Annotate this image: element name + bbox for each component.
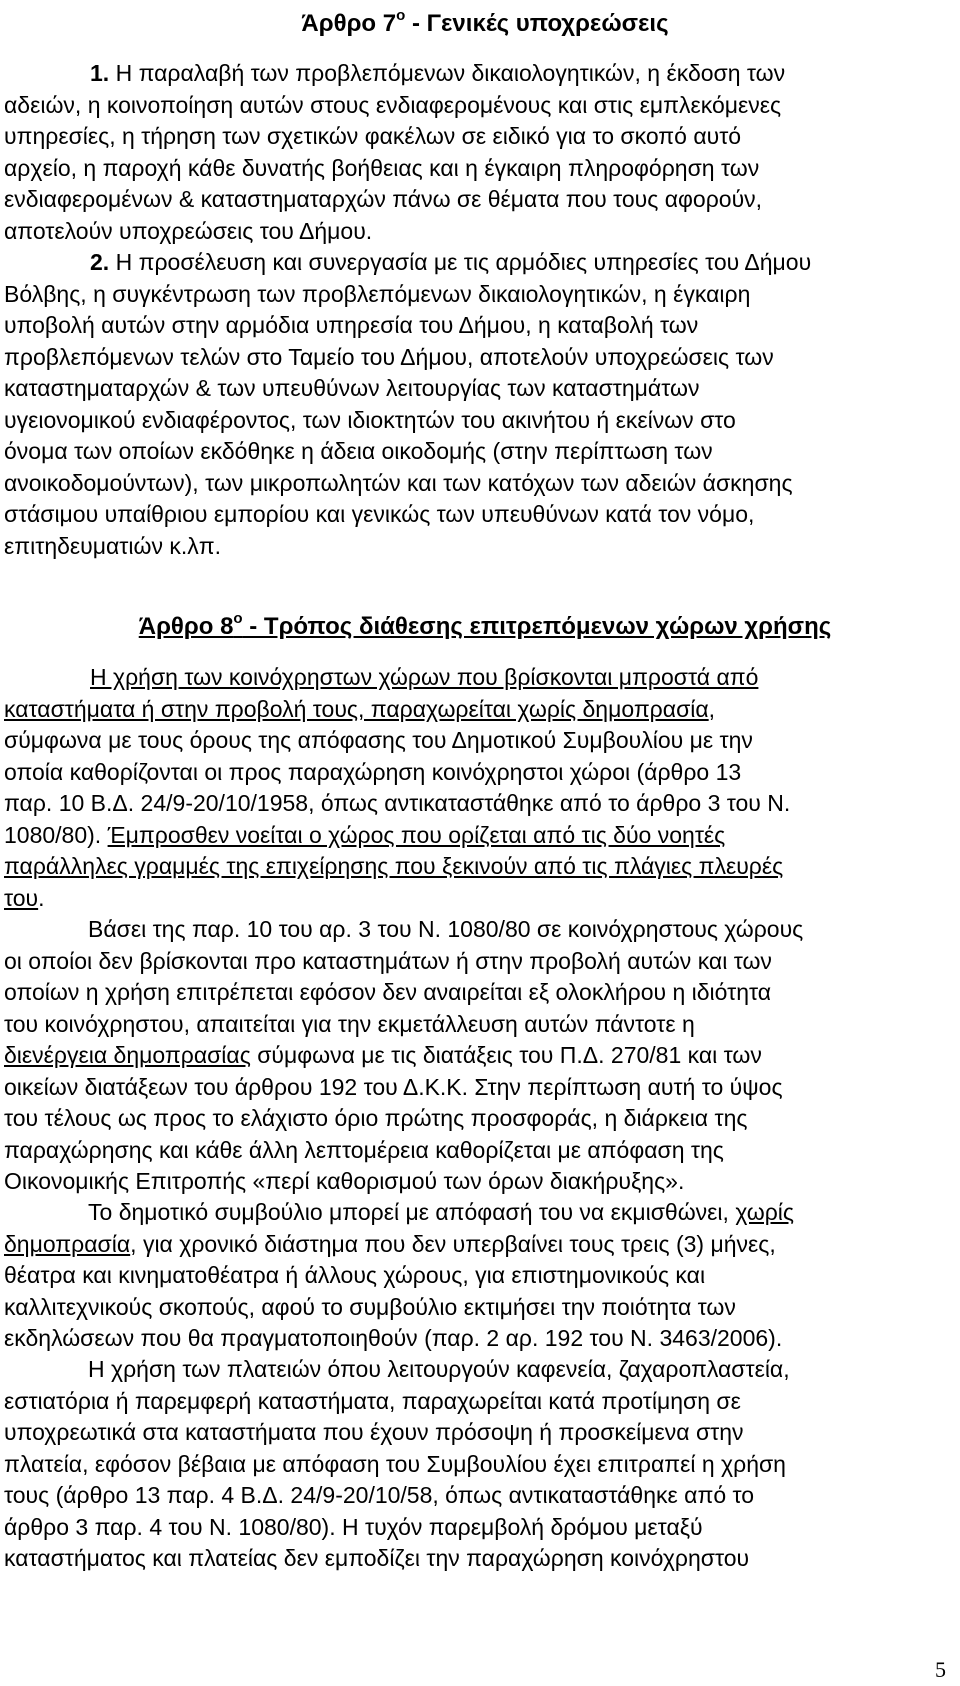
paragraph-line: πλατεία, εφόσον βέβαια με απόφαση του Συμβουλίου έχει επιτραπεί η χρήση bbox=[4, 1450, 786, 1477]
article-8-paragraph-3 bbox=[4, 1197, 904, 1355]
paragraph-line: υποβολή αυτών στην αρμόδια υπηρεσία του Δήμου, η καταβολή των bbox=[4, 312, 699, 338]
paragraph-line bbox=[4, 851, 904, 883]
line-text: , για χρονικό διάστημα που δεν υπερβαίνει τους τρεις (3) μήνες, bbox=[130, 1230, 776, 1257]
underlined-text: Έμπροσθεν νοείται ο χώρος που ορίζεται από τις δύο νοητές bbox=[107, 821, 726, 848]
paragraph-line: εστιατόρια ή παρεμφερή καταστήματα, παραχωρείται κατά προτίμηση σε bbox=[4, 1387, 741, 1414]
paragraph-line: θέατρα και κινηματοθέατρα ή άλλους χώρους, για επιστημονικούς και bbox=[4, 1262, 706, 1288]
article-8-paragraph-2 bbox=[4, 914, 904, 1198]
line-text: , bbox=[708, 695, 716, 722]
paragraph-line: οικείων διατάξεων του άρθρου 192 του Δ.Κ.Κ. Στην περίπτωση αυτή το ύψος bbox=[4, 1073, 783, 1100]
paragraph-line: τους (άρθρο 13 παρ. 4 Β.Δ. 24/9-20/10/58, όπως αντικαταστάθηκε από το bbox=[4, 1482, 755, 1508]
paragraph-line: ενδιαφερομένων & καταστηματαρχών πάνω σε θέματα που τους αφορούν, bbox=[4, 186, 763, 212]
paragraph-line: άρθρο 3 παρ. 4 του Ν. 1080/80). Η τυχόν παρεμβολή δρόμου μεταξύ bbox=[4, 1513, 703, 1540]
paragraph-line bbox=[4, 1229, 904, 1261]
line-text: Η προσέλευση και συνεργασία με τις αρμόδιες υπηρεσίες του Δήμου bbox=[109, 249, 812, 275]
paragraph-line: Βάσει της παρ. 10 του αρ. 3 του Ν. 1080/80 σε κοινόχρηστους χώρους bbox=[88, 916, 804, 942]
underlined-text: παράλληλες γραμμές της επιχείρησης που ξεκινούν από τις πλάγιες πλευρές bbox=[4, 853, 784, 879]
article-8-paragraph-1 bbox=[4, 662, 904, 914]
paragraph-line: οποία καθορίζονται οι προς παραχώρηση κοινόχρηστοι χώροι (άρθρο 13 bbox=[4, 758, 742, 785]
article-7-heading-subtitle: - Γενικές υποχρεώσεις bbox=[405, 10, 669, 37]
paragraph-number: 1. bbox=[90, 60, 110, 86]
paragraph-line: προβλεπόμενων τελών στο Ταμείο του Δήμου, αποτελούν υποχρεώσεις των bbox=[4, 343, 774, 370]
paragraph-line: του τέλους ως προς το ελάχιστο όριο πρώτης προσφοράς, η διάρκεια της bbox=[4, 1105, 748, 1131]
paragraph-line: όνομα των οποίων εκδόθηκε η άδεια οικοδομής (στην περίπτωση των bbox=[4, 438, 713, 464]
paragraph-line: καταστήματος και πλατείας δεν εμποδίζει την παραχώρηση κοινόχρηστου bbox=[4, 1545, 750, 1571]
underlined-text: Η χρήση των κοινόχρηστων χώρων που βρίσκονται μπροστά από bbox=[90, 664, 759, 690]
line-text: Το δημοτικό συμβούλιο μπορεί με απόφασή του να εκμισθώνει, bbox=[88, 1199, 736, 1225]
paragraph-line: εκδηλώσεων που θα πραγματοποιηθούν (παρ. 2 αρ. 192 του Ν. 3463/2006). bbox=[4, 1325, 783, 1351]
paragraph-line bbox=[4, 1197, 904, 1229]
line-text: Η παραλαβή των προβλεπόμενων δικαιολογητικών, η έκδοση των bbox=[109, 60, 786, 86]
article-8-heading bbox=[0, 603, 960, 643]
page-number: 5 bbox=[935, 1657, 946, 1682]
article-7-paragraph-1 bbox=[4, 58, 904, 247]
article-7-paragraph-2 bbox=[4, 247, 904, 562]
paragraph-line: επιτηδευματιών κ.λπ. bbox=[4, 532, 221, 559]
underlined-text: δημοπρασία bbox=[4, 1230, 131, 1257]
paragraph-line: αδειών, η κοινοποίηση αυτών στους ενδιαφερομένους και στις εμπλεκόμενες bbox=[4, 91, 782, 118]
paragraph-line: παραχώρησης και κάθε άλλη λεπτομέρεια καθορίζεται με απόφαση της bbox=[4, 1136, 724, 1163]
paragraph-line: αρχείο, η παροχή κάθε δυνατής βοήθειας και η έγκαιρη πληροφόρηση των bbox=[4, 154, 760, 181]
paragraph-line: σύμφωνα με τους όρους της απόφασης του Δημοτικού Συμβουλίου με την bbox=[4, 727, 753, 753]
paragraph-line: ανοικοδομούντων), των μικροπωλητών και των κατόχων των αδειών άσκησης bbox=[4, 469, 793, 496]
paragraph-line bbox=[4, 883, 904, 915]
paragraph-line: στάσιμου υπαίθριου εμπορίου και γενικώς των υπευθύνων κατά τον νόμο, bbox=[4, 501, 755, 527]
paragraph-line bbox=[4, 1040, 904, 1072]
paragraph-line bbox=[4, 247, 904, 279]
paragraph-line: αποτελούν υποχρεώσεις του Δήμου. bbox=[4, 217, 373, 244]
paragraph-line: οι οποίοι δεν βρίσκονται προ καταστημάτων ή στην προβολή αυτών και των bbox=[4, 947, 772, 974]
line-text: . bbox=[38, 884, 45, 911]
article-8-paragraph-4 bbox=[4, 1354, 904, 1575]
article-8-heading-sup: ο bbox=[233, 610, 243, 627]
line-text: σύμφωνα με τις διατάξεις του Π.Δ. 270/81 και των bbox=[250, 1042, 762, 1068]
underlined-text: χωρίς bbox=[735, 1199, 795, 1225]
paragraph-line bbox=[4, 58, 904, 90]
paragraph-line: υπηρεσίες, η τήρηση των σχετικών φακέλων σε ειδικό για το σκοπό αυτό bbox=[4, 123, 742, 149]
paragraph-line: του κοινόχρηστου, απαιτείται για την εκμετάλλευση αυτών πάντοτε η bbox=[4, 1010, 695, 1037]
article-7-heading-text: Άρθρο 7 bbox=[301, 10, 397, 37]
underlined-text: διενέργεια δημοπρασίας bbox=[4, 1042, 251, 1068]
paragraph-line: υποχρεωτικά στα καταστήματα που έχουν πρόσοψη ή προσκείμενα στην bbox=[4, 1419, 744, 1445]
article-8-heading-text: Άρθρο 8 bbox=[138, 613, 234, 640]
paragraph-line bbox=[4, 694, 904, 726]
paragraph-line: οποίων η χρήση επιτρέπεται εφόσον δεν αναιρείται εξ ολοκλήρου η ιδιότητα bbox=[4, 979, 772, 1005]
underlined-text: του bbox=[4, 884, 39, 911]
article-7-heading-sup: ο bbox=[396, 7, 406, 24]
paragraph-line bbox=[4, 820, 904, 852]
paragraph-line: παρ. 10 Β.Δ. 24/9-20/10/1958, όπως αντικαταστάθηκε από το άρθρο 3 του Ν. bbox=[4, 790, 791, 816]
paragraph-number: 2. bbox=[90, 249, 110, 275]
paragraph-line: Βόλβης, η συγκέντρωση των προβλεπόμενων δικαιολογητικών, η έγκαιρη bbox=[4, 280, 751, 307]
line-text: 1080/80). bbox=[4, 821, 108, 848]
article-8-heading-subtitle: - Τρόπος διάθεσης επιτρεπόμενων χώρων χρήσης bbox=[242, 613, 832, 640]
paragraph-line: υγειονομικού ενδιαφέροντος, των ιδιοκτητών του ακινήτου ή εκείνων στο bbox=[4, 406, 736, 433]
paragraph-line: καταστηματαρχών & των υπευθύνων λειτουργίας των καταστημάτων bbox=[4, 375, 700, 401]
paragraph-line: καλλιτεχνικούς σκοπούς, αφού το συμβούλιο εκτιμήσει την ποιότητα των bbox=[4, 1293, 736, 1320]
paragraph-line bbox=[4, 662, 904, 694]
paragraph-line: Η χρήση των πλατειών όπου λειτουργούν καφενεία, ζαχαροπλαστεία, bbox=[88, 1356, 790, 1382]
article-7-heading bbox=[0, 0, 960, 40]
paragraph-line: Οικονομικής Επιτροπής «περί καθορισμού των όρων διακήρυξης». bbox=[4, 1168, 685, 1194]
underlined-text: καταστήματα ή στην προβολή τους, παραχωρείται χωρίς δημοπρασία bbox=[4, 695, 709, 722]
